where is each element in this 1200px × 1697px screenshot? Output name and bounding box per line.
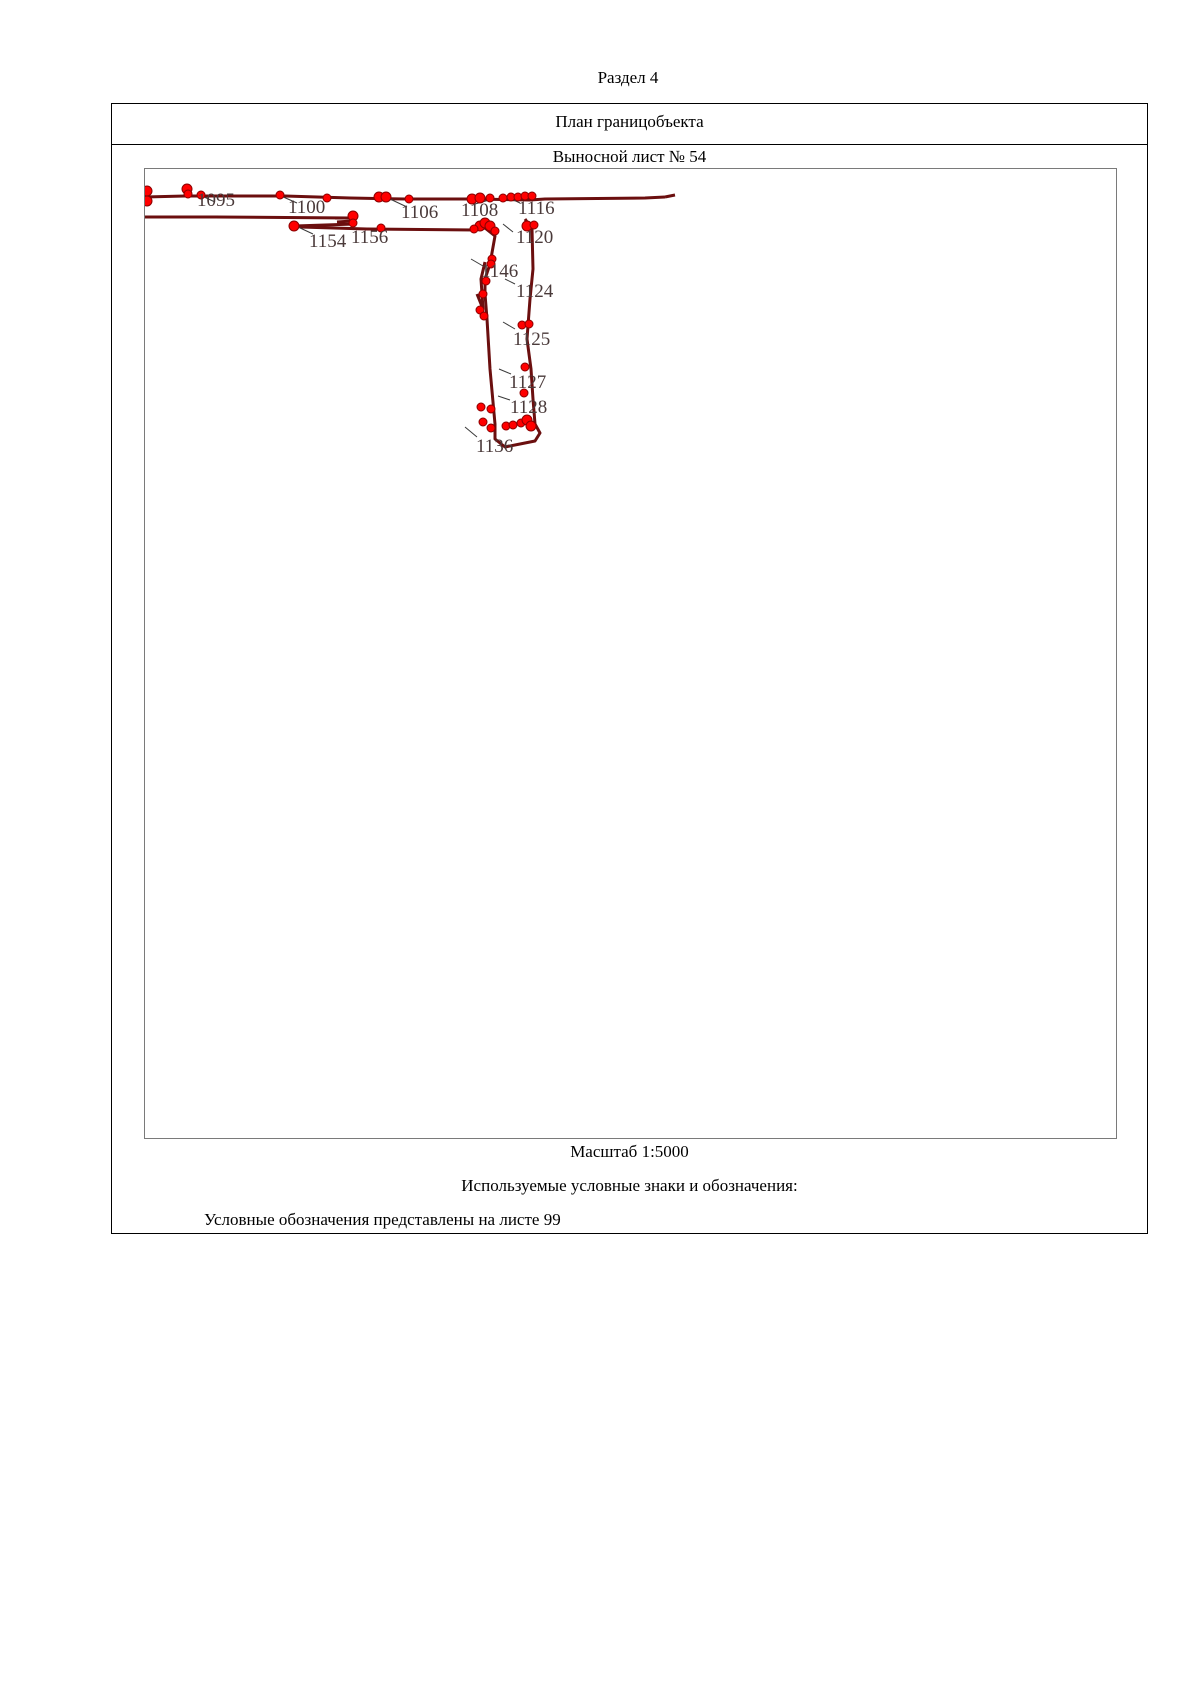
point-marker (509, 421, 517, 429)
point-marker (477, 403, 485, 411)
sheet-title: Выносной лист № 54 (552, 147, 707, 166)
point-marker (276, 191, 284, 199)
leader-line (498, 396, 510, 400)
point-marker (487, 405, 495, 413)
boundary-line-end (665, 195, 675, 197)
boundary-map (144, 168, 1117, 1139)
legend-title: Используемые условные знаки и обозначения: (461, 1176, 798, 1195)
point-marker (184, 190, 192, 198)
scale-text: Масштаб 1:5000 (570, 1142, 689, 1161)
plan-frame (111, 103, 1148, 1234)
point-marker (479, 418, 487, 426)
leader-line (503, 322, 515, 329)
point-marker (487, 424, 495, 432)
boundary-lines (145, 195, 675, 447)
point-label-1095: 1095 (197, 190, 235, 211)
point-marker (480, 312, 488, 320)
point-marker (470, 225, 478, 233)
point-marker (491, 227, 499, 235)
point-label-1127: 1127 (509, 372, 547, 393)
point-marker (349, 219, 357, 227)
boundary-line-loop (300, 219, 540, 447)
leader-line (503, 224, 513, 232)
boundary-map-drawing (145, 169, 1117, 1139)
point-label-1108: 1108 (461, 200, 499, 221)
point-marker (521, 363, 529, 371)
point-marker (525, 320, 533, 328)
point-marker (145, 186, 152, 196)
point-marker (381, 192, 391, 202)
point-label-1100: 1100 (288, 197, 326, 218)
point-label-1125: 1125 (513, 329, 551, 350)
point-label-1120: 1120 (516, 227, 554, 248)
point-marker (526, 421, 536, 431)
point-label-1116: 1116 (518, 198, 555, 219)
section-heading: Раздел 4 (597, 68, 659, 87)
point-marker (289, 221, 299, 231)
point-label-1106: 1106 (401, 202, 439, 223)
boundary-line-west (145, 217, 355, 226)
point-label-1124: 1124 (516, 281, 554, 302)
point-label-1154: 1154 (309, 231, 347, 252)
point-label-1136: 1136 (476, 436, 514, 457)
point-marker (479, 290, 487, 298)
point-marker (499, 194, 507, 202)
point-label-1128: 1128 (510, 397, 548, 418)
point-label-1146: 1146 (481, 261, 519, 282)
point-marker (145, 196, 152, 206)
point-label-1156: 1156 (351, 227, 389, 248)
plan-title: План границобъекта (112, 104, 1147, 145)
legend-note: Условные обозначения представлены на листе 99 (204, 1210, 561, 1229)
